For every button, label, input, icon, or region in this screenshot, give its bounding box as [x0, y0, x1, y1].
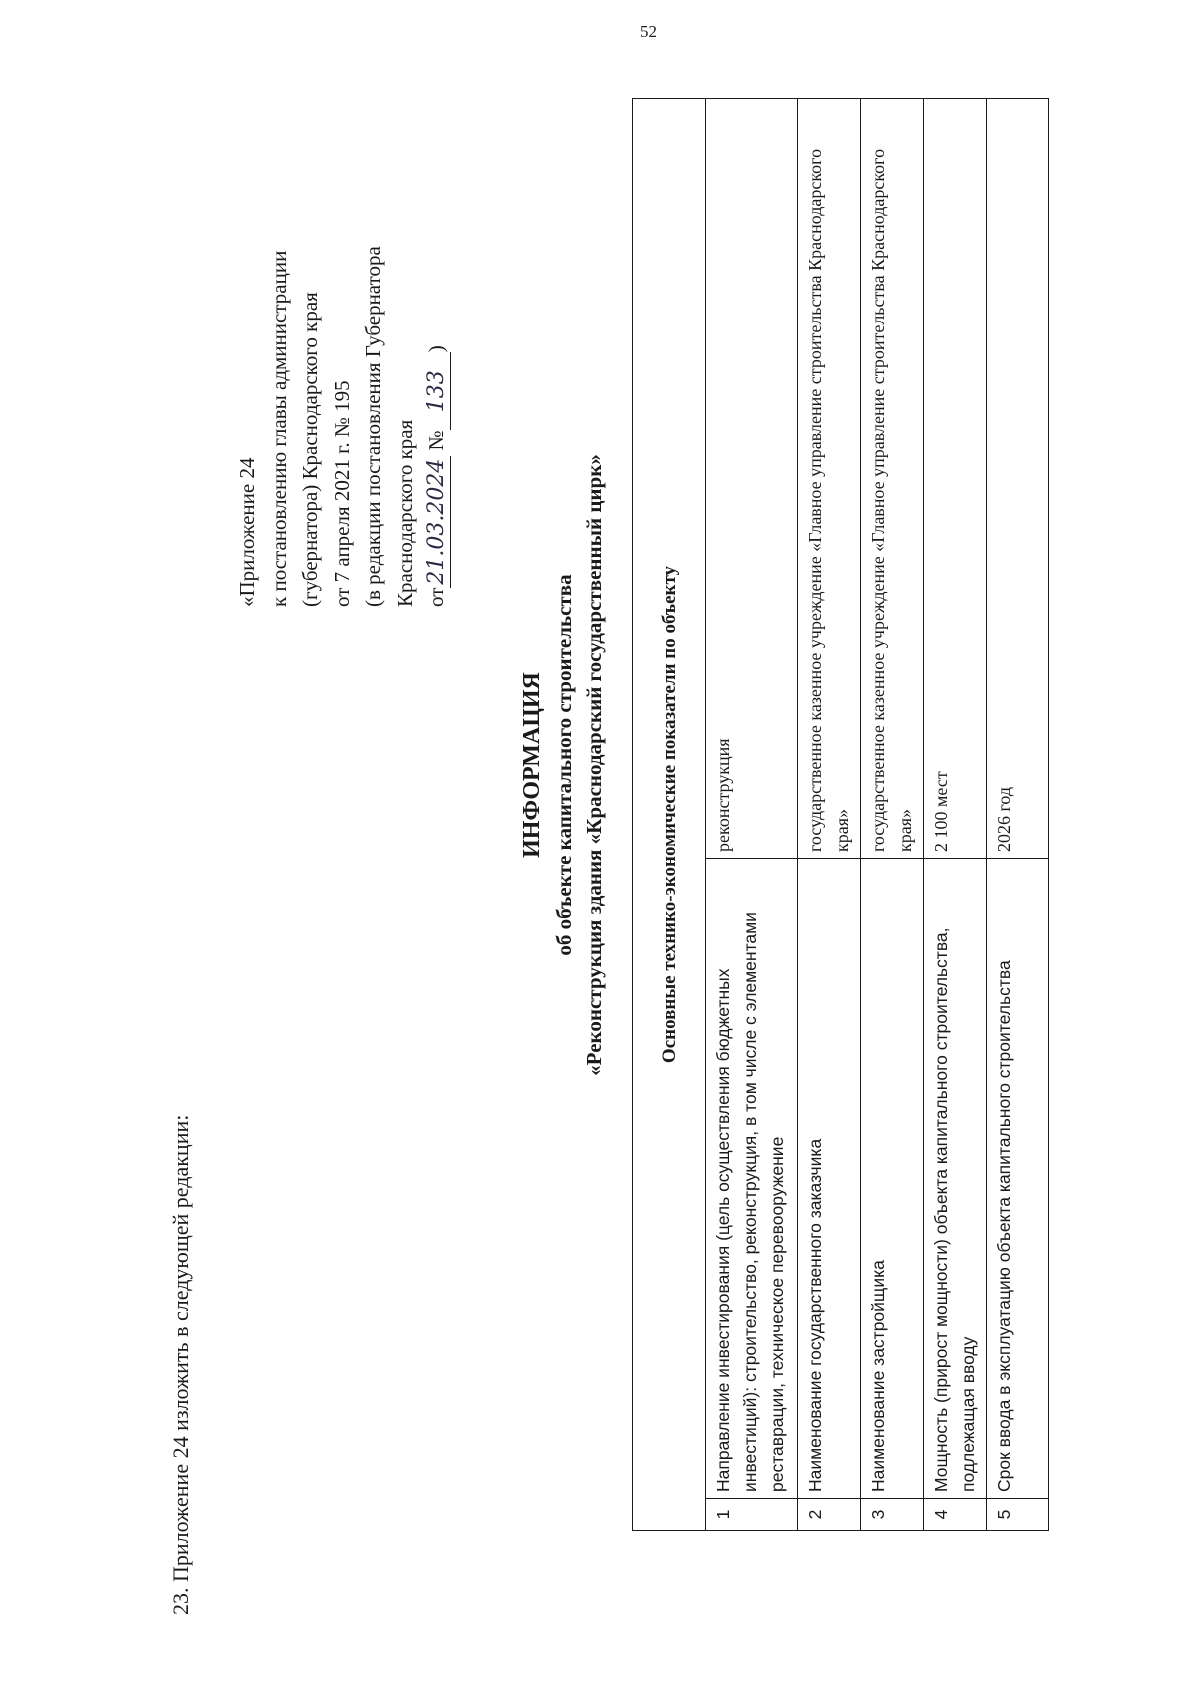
handwritten-number: 133 [424, 352, 451, 430]
table-row [706, 99, 798, 1531]
object-name: «Реконструкция здания «Краснодарский государственный цирк» [582, 454, 606, 1076]
row-number: 1 [706, 1499, 798, 1531]
intro-text: 23. Приложение 24 изложить в следующей редакции: [168, 1114, 193, 1615]
closing-paren: ) [424, 345, 448, 353]
row-value: 2 100 мест [924, 99, 987, 859]
row-number: 2 [798, 1499, 861, 1531]
row-label: Наименование государственного заказчика [798, 859, 861, 1499]
row-number: 3 [861, 1499, 924, 1531]
appendix-line: Краснодарского края [392, 419, 417, 607]
row-label: Направление инвестирования (цель осуществления бюджетных инвестиций): строительство, реконструкция, в том числе с элементами реставрации, техническое перевооружение [706, 859, 798, 1499]
rotated-page-content [140, 95, 1140, 1625]
appendix-block [232, 246, 453, 607]
row-value: 2026 год [987, 99, 1049, 859]
table-row [798, 99, 861, 1531]
table-header-row [633, 99, 706, 1531]
table-header: Основные технико-экономические показатели по объекту [633, 99, 706, 1531]
from-label: от [424, 587, 448, 607]
row-label: Наименование застройщика [861, 859, 924, 1499]
row-number: 4 [924, 1499, 987, 1531]
document-heading [515, 325, 609, 1205]
row-value: государственное казенное учреждение «Главное управление строительства Краснодарского края» [798, 99, 861, 859]
appendix-line: от 7 апреля 2021 г. № 195 [329, 380, 354, 607]
table-row [861, 99, 924, 1531]
row-value: государственное казенное учреждение «Главное управление строительства Краснодарского края» [861, 99, 924, 859]
number-label: № [424, 430, 448, 451]
handwritten-date: 21.03.2024 [424, 456, 451, 588]
page-number: 52 [640, 22, 657, 41]
indicators-table [632, 98, 1049, 1531]
table-row [924, 99, 987, 1531]
row-label: Мощность (прирост мощности) объекта капитального строительства, подлежащая вводу [924, 859, 987, 1499]
appendix-line: (губернатора) Краснодарского края [298, 292, 322, 607]
appendix-line: «Приложение 24 [235, 457, 259, 607]
document-subtitle: об объекте капитального строительства [552, 574, 576, 956]
row-label: Срок ввода в эксплуатацию объекта капитального строительства [987, 859, 1049, 1499]
row-number: 5 [987, 1499, 1049, 1531]
row-value: реконструкция [706, 99, 798, 859]
table-row [987, 99, 1049, 1531]
document-title: ИНФОРМАЦИЯ [519, 672, 545, 858]
appendix-line: (в редакции постановления Губернатора [361, 246, 385, 607]
appendix-date-line [421, 246, 453, 607]
appendix-line: к постановлению главы администрации [266, 250, 291, 607]
